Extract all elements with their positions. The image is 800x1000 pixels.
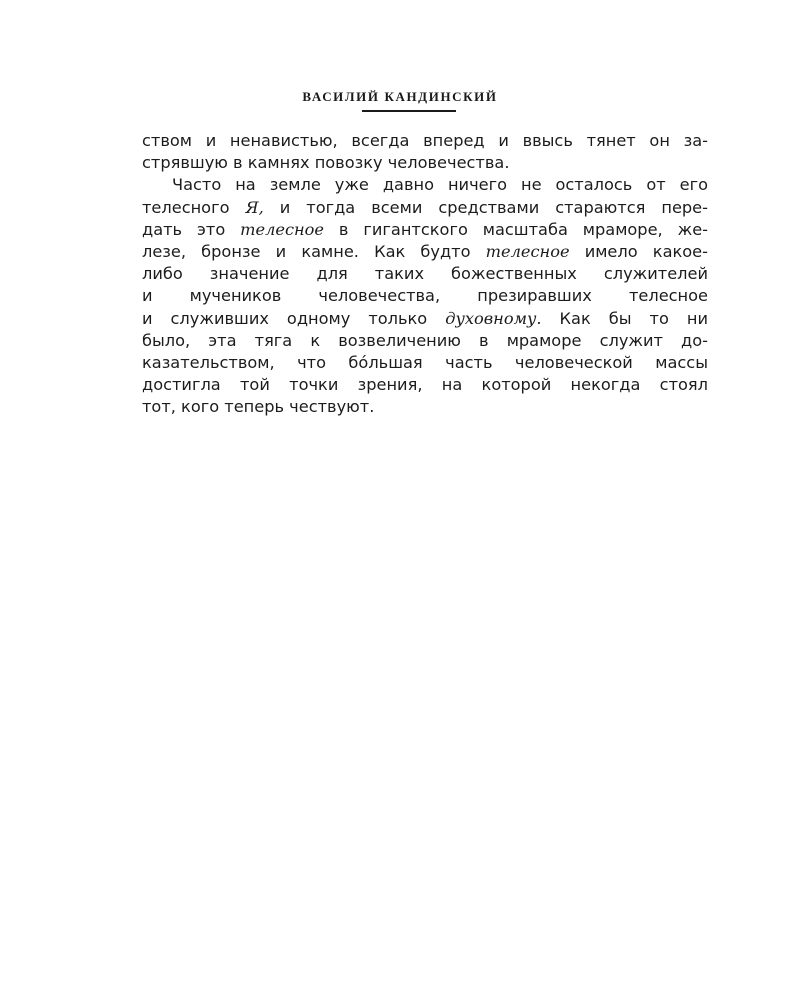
italic-word: духовному. [445, 308, 542, 328]
running-head-rule [362, 110, 456, 112]
text-line: либо значение для таких божественных служителей [142, 264, 708, 284]
text-line: достигла той точки зрения, на которой некогда стоял [142, 375, 708, 395]
text-line: лезе, бронзе и камне. Как будто телесное имело какое- [142, 241, 708, 261]
text-line: тот, кого теперь чествуют. [142, 397, 375, 417]
running-head [0, 86, 800, 105]
italic-word: Я, [245, 197, 264, 217]
text-line: ством и ненавистью, всегда вперед и ввысь тянет он за- [142, 131, 708, 150]
text-line: казательством, что бóльшая часть человеческой массы [142, 352, 708, 372]
italic-word: телесное [240, 219, 325, 239]
text-line: Часто на земле уже давно ничего не осталось от его [172, 175, 708, 195]
text-line: и служивших одному только духовному. Как бы то ни [142, 308, 708, 328]
text-line: и мучеников человечества, презиравших телесное [142, 286, 708, 306]
running-head-title: ВАСИЛИЙ КАНДИНСКИЙ [302, 89, 498, 104]
italic-word: телесное [485, 241, 570, 261]
text-line: телесного Я, и тогда всеми средствами стараются пере- [142, 197, 708, 217]
text-line: стрявшую в камнях повозку человечества. [142, 153, 510, 173]
body-text [142, 130, 708, 418]
text-line: было, эта тяга к возвеличению в мраморе служит до- [142, 330, 708, 350]
text-line: дать это телесное в гигантского масштаба мраморе, же- [142, 219, 708, 239]
